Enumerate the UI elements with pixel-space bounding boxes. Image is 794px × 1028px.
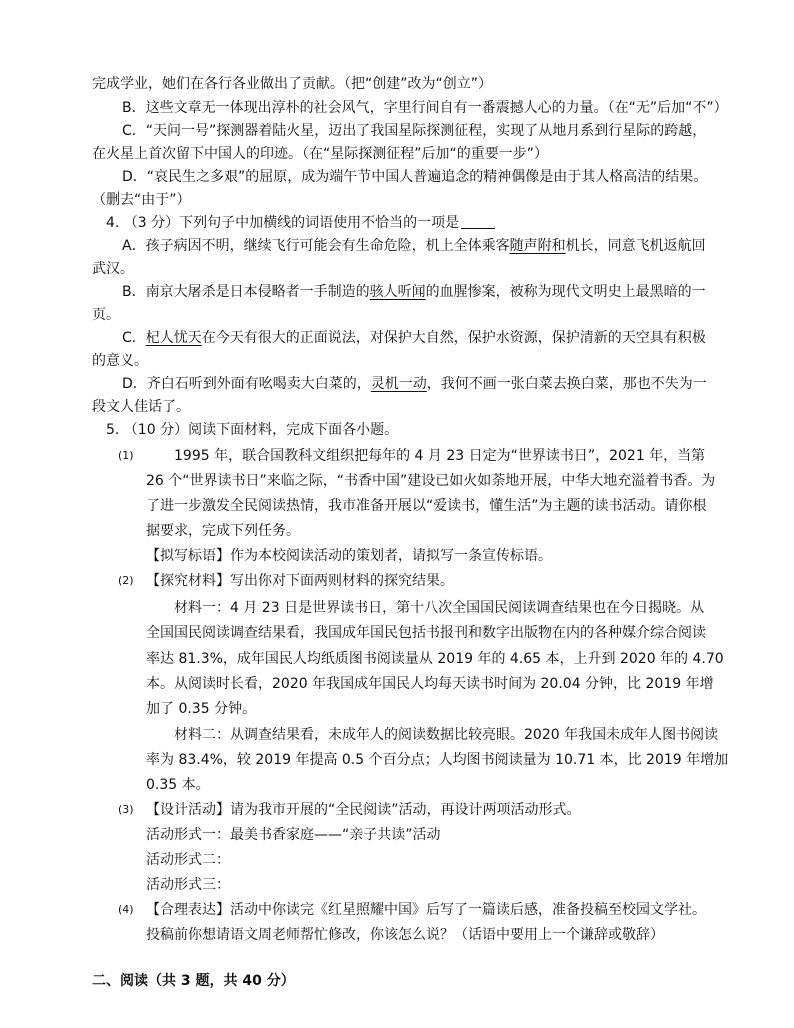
q4-b-pre: B．南京大屠杀是日本侵略者一手制造的 bbox=[122, 284, 370, 300]
q4-option-c bbox=[122, 327, 706, 349]
q4-option-b bbox=[122, 281, 706, 303]
material-1-line3: 率达 81.3%，成年国民人均纸质图书阅读量从 2019 年的 4.65 本，上升到 2020 年的 4.70 bbox=[146, 651, 724, 667]
activity-form-3: 活动形式三： bbox=[146, 877, 230, 893]
q4-a-pre: A．孩子病因不明，继续飞行可能会有生命危险，机上全体乘客 bbox=[122, 238, 510, 254]
q4-stem bbox=[106, 212, 495, 234]
q5-sub1-line2: 26 个“世界读书日”来临之际，“书香中国”建设已如火如荼地开展，中华大地充溢着书香。为 bbox=[146, 473, 716, 489]
q5-sub4-number: (4) bbox=[118, 903, 134, 916]
q4-option-d-line2: 段文人佳话了。 bbox=[92, 399, 190, 415]
q5-sub2-number: (2) bbox=[118, 574, 134, 587]
material-1-line2: 全国国民阅读调查结果看，我国成年国民包括书报刊和数字出版物在内的各种媒介综合阅读 bbox=[146, 625, 706, 641]
material-2-line1: 材料二：从调查结果看，未成年人的阅读数据比较亮眼。2020 年我国未成年人图书阅读 bbox=[146, 727, 719, 743]
section-heading: 二、阅读（共 3 题，共 40 分） bbox=[92, 973, 295, 989]
q5-stem: 5. （10 分）阅读下面材料，完成下面各小题。 bbox=[106, 422, 399, 438]
material-1-line1: 材料一：4 月 23 日是世界读书日，第十八次全国国民阅读调查结果也在今日揭晓。从 bbox=[146, 600, 705, 616]
q4-a-post: 机长，同意飞机返航回 bbox=[565, 238, 706, 254]
q4-c-pre: C． bbox=[122, 330, 146, 346]
q4-d-post: ，我何不画一张白菜去换白菜，那也不失为一 bbox=[426, 376, 707, 392]
material-1-line5: 加了 0.35 分钟。 bbox=[146, 701, 257, 717]
q3-option-d-line2: （删去“由于”） bbox=[92, 192, 191, 208]
q5-sub4-line2: 投稿前你想请语文周老师帮忙修改，你该怎么说？（话语中要用上一个谦辞或敬辞） bbox=[146, 927, 664, 943]
q5-sub1-line1: 1995 年，联合国教科文组织把每年的 4 月 23 日定为“世界读书日”，2021 年，当第 bbox=[146, 448, 706, 464]
q4-d-pre: D．齐白石听到外面有吆喝卖大白菜的， bbox=[122, 376, 371, 392]
material-2-line2: 率为 83.4%，较 2019 年提高 0.5 个百分点；人均图书阅读量为 10.71 本，比 2019 年增加 bbox=[146, 752, 729, 768]
q4-c-post: 在今天有很大的正面说法，对保护大自然，保护水资源，保护清新的天空具有积极 bbox=[201, 330, 706, 346]
q3-option-a-continuation: 完成学业，她们在各行各业做出了贡献。（把“创建”改为“创立”） bbox=[92, 76, 493, 92]
q4-option-d bbox=[122, 373, 707, 395]
material-1-line4: 本。从阅读时长看，2020 年我国成年国民人均每天读书时间为 20.04 分钟，比 2019 年增 bbox=[146, 676, 714, 692]
q4-option-a bbox=[122, 235, 706, 257]
q5-sub1-number: (1) bbox=[118, 449, 134, 462]
q5-sub2-task: 【探究材料】写出你对下面两则材料的探究结果。 bbox=[146, 573, 454, 589]
q3-option-c-line1: C．“天问一号”探测器着陆火星，迈出了我国星际探测征程，实现了从地月系到行星际的跨越， bbox=[122, 123, 707, 139]
q4-option-b-line2: 页。 bbox=[92, 307, 120, 323]
q3-option-d-line1: D．“哀民生之多艰”的屈原，成为端午节中国人普遍追念的精神偶像是由于其人格高洁的结果。 bbox=[122, 169, 708, 185]
answer-blank[interactable] bbox=[461, 214, 495, 229]
q4-a-underlined-word: 随声附和 bbox=[509, 238, 566, 254]
q3-option-c-line2: 在火星上首次留下中国人的印迹。（在“星际探测征程”后加“的重要一步”） bbox=[92, 146, 549, 162]
q4-option-a-line2: 武汉。 bbox=[92, 261, 134, 277]
q5-sub1-task: 【拟写标语】作为本校阅读活动的策划者，请拟写一条宣传标语。 bbox=[146, 548, 552, 564]
activity-form-1: 活动形式一：最美书香家庭——“亲子共读”活动 bbox=[146, 827, 441, 843]
material-2-line3: 0.35 本。 bbox=[146, 777, 210, 793]
q5-sub1-line4: 据要求，完成下列任务。 bbox=[146, 523, 300, 539]
q4-b-post: 的血腥惨案，被称为现代文明史上最黑暗的一 bbox=[425, 284, 706, 300]
q4-d-underlined-word: 灵机一动 bbox=[370, 376, 427, 392]
q5-sub1-line3: 了进一步激发全民阅读热情，我市准备开展以“爱读书，懂生活”为主题的读书活动。请你根 bbox=[146, 498, 707, 514]
q4-b-underlined-word: 骇人听闻 bbox=[369, 284, 426, 300]
q4-c-underlined-word: 杞人忧天 bbox=[145, 330, 202, 346]
q5-sub4-line1: 【合理表达】活动中你读完《红星照耀中国》后写了一篇读后感，准备投稿至校园文学社。 bbox=[146, 902, 706, 918]
q3-option-b: B．这些文章无一体现出淳朴的社会风气，字里行间自有一番震撼人心的力量。（在“无”后加“不”） bbox=[122, 100, 728, 116]
activity-form-2: 活动形式二： bbox=[146, 852, 230, 868]
q4-option-c-line2: 的意义。 bbox=[92, 353, 148, 369]
q5-sub3-task: 【设计活动】请为我市开展的“全民阅读”活动，再设计两项活动形式。 bbox=[146, 802, 581, 818]
q5-sub3-number: (3) bbox=[118, 803, 134, 816]
q4-stem-text: 4. （3 分）下列句子中加横线的词语使用不恰当的一项是 bbox=[106, 215, 460, 231]
